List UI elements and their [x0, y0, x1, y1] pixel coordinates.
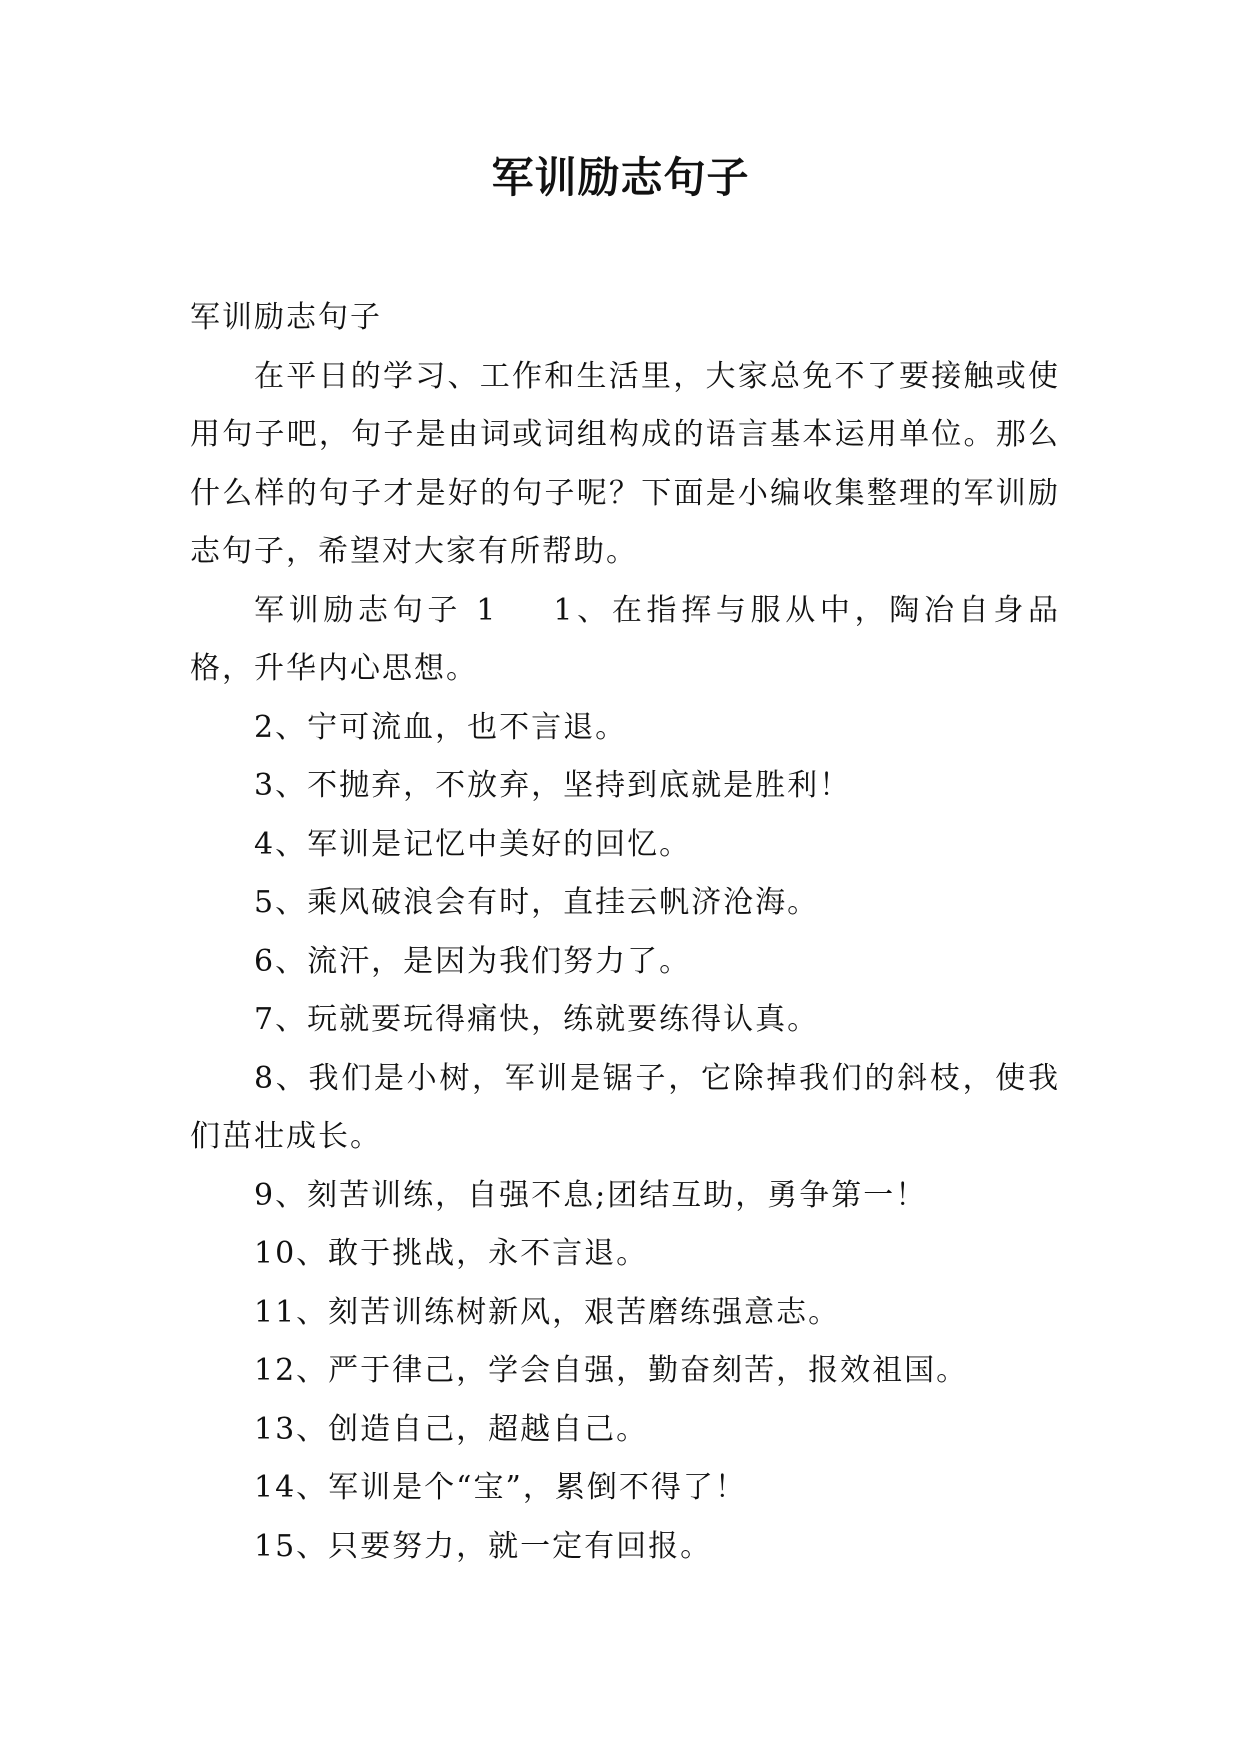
list-item: 9、刻苦训练，自强不息;团结互助，勇争第一！	[254, 1177, 928, 1213]
first-item-paragraph	[190, 582, 1060, 699]
list-item: 15、只要努力，就一定有回报。	[254, 1528, 713, 1564]
list-item: 12、严于律己，学会自强，勤奋刻苦，报效祖国。	[254, 1353, 969, 1388]
intro-paragraph: 在平日的学习、工作和生活里，大家总免不了要接触或使用句子吧，句子是由词或词组构成的语言基本运用单位。那么什么样的句子才是好的句子呢？下面是小编收集整理的军训励志句子，希望对大家有所帮助。	[190, 358, 1060, 569]
list-item: 10、敢于挑战，永不言退。	[254, 1236, 649, 1271]
list-item: 1、在指挥与服从中，陶冶自身品格，升华内心思想。	[190, 592, 1060, 686]
document-title: 军训励志句子	[491, 153, 750, 202]
document-body	[190, 289, 1060, 1576]
section-heading: 军训励志句子 1	[254, 592, 498, 628]
document-subtitle: 军训励志句子	[190, 300, 382, 335]
list-item: 2、宁可流血，也不言退。	[254, 709, 628, 745]
list-item: 5、乘风破浪会有时，直挂云帆济沧海。	[254, 885, 820, 920]
list-item: 11、刻苦训练树新风，艰苦磨练强意志。	[254, 1294, 841, 1330]
list-item: 4、军训是记忆中美好的回忆。	[254, 826, 692, 862]
list-item: 3、不抛弃，不放弃，坚持到底就是胜利！	[254, 768, 852, 803]
list-item: 6、流汗，是因为我们努力了。	[254, 943, 692, 979]
list-item: 7、玩就要玩得痛快，练就要练得认真。	[254, 1002, 820, 1037]
list-item: 8、我们是小树，军训是锯子，它除掉我们的斜枝，使我们茁壮成长。	[190, 1060, 1060, 1154]
list-item: 14、军训是个“宝”，累倒不得了！	[254, 1470, 747, 1505]
list-item: 13、创造自己，超越自己。	[254, 1411, 649, 1447]
